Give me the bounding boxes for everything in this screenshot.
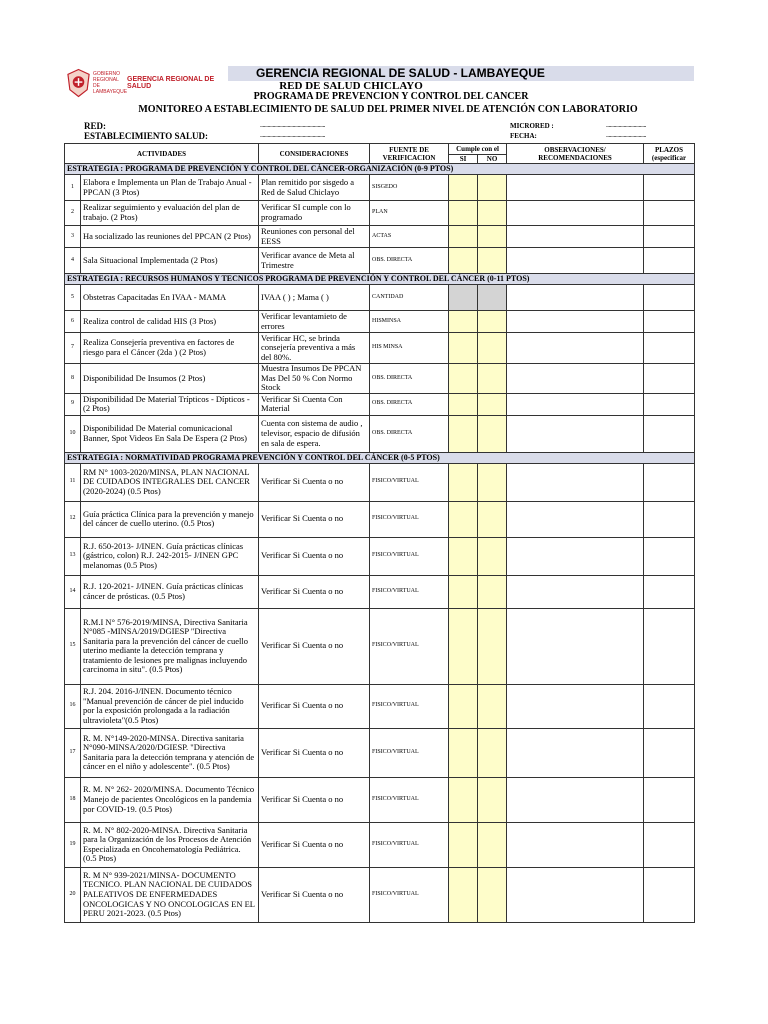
table-row — [65, 311, 695, 333]
no-checkbox-cell[interactable] — [478, 575, 507, 608]
si-checkbox-cell[interactable] — [449, 285, 478, 311]
activity-cell: R. M. N° 802-2020-MINSA. Directiva Sanitaria para la Organización de los Procesos de Atención Especializada en Oncohematología Pediátrica. (0.5 Ptos) — [81, 822, 259, 867]
activity-cell: R. M. N° 262- 2020/MINSA. Documento Técnico Manejo de pacientes Oncológicos en la pandemia por COVID-19. (0.5 Ptos) — [81, 777, 259, 822]
verification-source-cell: FISICO/VIRTUAL — [370, 822, 449, 867]
row-number: 20 — [65, 867, 81, 922]
verification-source-cell: HISMINSA — [370, 311, 449, 333]
deadline-cell[interactable] — [644, 608, 695, 684]
red-field[interactable]: .................................................... — [260, 121, 325, 129]
header-observaciones: OBSERVACIONES/ RECOMENDACIONES — [507, 144, 644, 164]
observations-cell[interactable] — [507, 226, 644, 248]
consideration-cell: Verificar Si Cuenta o no — [259, 822, 370, 867]
verification-source-cell: PLAN — [370, 201, 449, 226]
verification-source-cell: CANTIDAD — [370, 285, 449, 311]
deadline-cell[interactable] — [644, 393, 695, 415]
no-checkbox-cell[interactable] — [478, 608, 507, 684]
deadline-cell[interactable] — [644, 822, 695, 867]
row-number: 5 — [65, 285, 81, 311]
gerencia-logo — [66, 66, 236, 100]
consideration-cell: Verificar Si Cuenta o no — [259, 463, 370, 501]
consideration-cell: Verificar SI cumple con lo programado — [259, 201, 370, 226]
no-checkbox-cell[interactable] — [478, 333, 507, 364]
strategy-row — [65, 164, 695, 175]
consideration-cell: Verificar HC, se brinda consejería preventiva a más del 80%. — [259, 333, 370, 364]
si-checkbox-cell[interactable] — [449, 393, 478, 415]
si-checkbox-cell[interactable] — [449, 822, 478, 867]
row-number: 7 — [65, 333, 81, 364]
si-checkbox-cell[interactable] — [449, 575, 478, 608]
page-title: GERENCIA REGIONAL DE SALUD - LAMBAYEQUE — [228, 66, 694, 81]
strategy-row — [65, 274, 695, 285]
verification-source-cell: FISICO/VIRTUAL — [370, 867, 449, 922]
deadline-cell[interactable] — [644, 248, 695, 274]
row-number: 13 — [65, 537, 81, 575]
consideration-cell: Verificar Si Cuenta o no — [259, 537, 370, 575]
deadline-cell[interactable] — [644, 226, 695, 248]
table-row — [65, 684, 695, 728]
no-checkbox-cell[interactable] — [478, 463, 507, 501]
deadline-cell[interactable] — [644, 728, 695, 777]
si-checkbox-cell[interactable] — [449, 175, 478, 201]
verification-source-cell: FISICO/VIRTUAL — [370, 684, 449, 728]
header-actividades: ACTIVIDADES — [65, 144, 259, 164]
verification-source-cell: FISICO/VIRTUAL — [370, 463, 449, 501]
row-number: 1 — [65, 175, 81, 201]
consideration-cell: Cuenta con sistema de audio , televisor, espacio de difusión en sala de espera. — [259, 415, 370, 452]
observations-cell[interactable] — [507, 393, 644, 415]
si-checkbox-cell[interactable] — [449, 415, 478, 452]
consideration-cell: Verificar Si Cuenta o no — [259, 608, 370, 684]
table-header-row — [65, 144, 695, 155]
observations-cell[interactable] — [507, 175, 644, 201]
table-row — [65, 333, 695, 364]
deadline-cell[interactable] — [644, 575, 695, 608]
consideration-cell: Muestra Insumos De PPCAN Mas Del 50 % Con Normo Stock — [259, 364, 370, 394]
deadline-cell[interactable] — [644, 364, 695, 394]
observations-cell[interactable] — [507, 608, 644, 684]
no-checkbox-cell[interactable] — [478, 285, 507, 311]
page-subtitle: RED DE SALUD CHICLAYO — [279, 80, 423, 92]
row-number: 2 — [65, 201, 81, 226]
row-number: 14 — [65, 575, 81, 608]
observations-cell[interactable] — [507, 333, 644, 364]
deadline-cell[interactable] — [644, 777, 695, 822]
observations-cell[interactable] — [507, 248, 644, 274]
verification-source-cell: FISICO/VIRTUAL — [370, 777, 449, 822]
strategy-title: ESTRATEGIA : NORMATIVIDAD PROGRAMA PREVENCIÓN Y CONTROL DEL CÁNCER (0-5 PTOS) — [65, 452, 695, 463]
si-checkbox-cell[interactable] — [449, 364, 478, 394]
table-row — [65, 537, 695, 575]
table-row — [65, 201, 695, 226]
strategy-row — [65, 452, 695, 463]
row-number: 4 — [65, 248, 81, 274]
verification-source-cell: OBS. DIRECTA — [370, 248, 449, 274]
observations-cell[interactable] — [507, 867, 644, 922]
no-checkbox-cell[interactable] — [478, 501, 507, 537]
table-row — [65, 777, 695, 822]
si-checkbox-cell[interactable] — [449, 537, 478, 575]
row-number: 8 — [65, 364, 81, 394]
deadline-cell[interactable] — [644, 285, 695, 311]
deadline-cell[interactable] — [644, 463, 695, 501]
row-number: 6 — [65, 311, 81, 333]
observations-cell[interactable] — [507, 415, 644, 452]
no-checkbox-cell[interactable] — [478, 684, 507, 728]
activity-cell: Disponibilidad De Insumos (2 Ptos) — [81, 364, 259, 394]
verification-source-cell: FISICO/VIRTUAL — [370, 608, 449, 684]
observations-cell[interactable] — [507, 501, 644, 537]
header-si: SI — [449, 155, 478, 164]
si-checkbox-cell[interactable] — [449, 201, 478, 226]
verification-source-cell: SISGEDO — [370, 175, 449, 201]
si-checkbox-cell[interactable] — [449, 463, 478, 501]
activity-cell: R.M.I N° 576-2019/MINSA, Directiva Sanitaria N°085 -MINSA/2019/DGIESP "Directiva Sanitaria para la prevención del cáncer de cuello uterino mediante la detección temprana y tratamiento de lesiones pre malignas incluyendo carcinoma in situ". (0.5 Ptos) — [81, 608, 259, 684]
verification-source-cell: HIS MINSA — [370, 333, 449, 364]
observations-cell[interactable] — [507, 822, 644, 867]
consideration-cell: Verificar Si Cuenta o no — [259, 501, 370, 537]
no-checkbox-cell[interactable] — [478, 201, 507, 226]
activity-cell: R. M N° 939-2021/MINSA- DOCUMENTO TECNICO. PLAN NACIONAL DE CUIDADOS PALEATIVOS DE ENFERMEDADES ONCOLOGICAS Y NO ONCOLOGICAS EN EL PERU 2021-2023. (0.5 Ptos) — [81, 867, 259, 922]
consideration-cell: Reuniones con personal del EESS — [259, 226, 370, 248]
si-checkbox-cell[interactable] — [449, 501, 478, 537]
verification-source-cell: FISICO/VIRTUAL — [370, 537, 449, 575]
observations-cell[interactable] — [507, 463, 644, 501]
activity-cell: R.J. 120-2021- J/INEN. Guía prácticas clínicas cáncer de prósticas. (0.5 Ptos) — [81, 575, 259, 608]
verification-source-cell: FISICO/VIRTUAL — [370, 575, 449, 608]
si-checkbox-cell[interactable] — [449, 226, 478, 248]
activity-cell: Obstetras Capacitadas En IVAA - MAMA — [81, 285, 259, 311]
table-row — [65, 364, 695, 394]
verification-source-cell: OBS. DIRECTA — [370, 393, 449, 415]
observations-cell[interactable] — [507, 684, 644, 728]
no-checkbox-cell[interactable] — [478, 728, 507, 777]
regional-emblem-icon — [66, 68, 91, 98]
red-label: RED: — [84, 121, 106, 131]
deadline-cell[interactable] — [644, 311, 695, 333]
header-no: NO — [478, 155, 507, 164]
si-checkbox-cell[interactable] — [449, 867, 478, 922]
consideration-cell: Verificar Si Cuenta o no — [259, 684, 370, 728]
verification-source-cell: ACTAS — [370, 226, 449, 248]
strategy-title: ESTRATEGIA : RECURSOS HUMANOS Y TECNICOS PROGRAMA DE PREVENCIÓN Y CONTROL DEL CÁNCER (0-11 PTOS) — [65, 274, 695, 285]
no-checkbox-cell[interactable] — [478, 822, 507, 867]
observations-cell[interactable] — [507, 364, 644, 394]
deadline-cell[interactable] — [644, 415, 695, 452]
si-checkbox-cell[interactable] — [449, 608, 478, 684]
deadline-cell[interactable] — [644, 537, 695, 575]
consideration-cell: Verificar Si Cuenta o no — [259, 777, 370, 822]
microred-field[interactable]: ................................ — [606, 121, 646, 129]
consideration-cell: Verificar levantamieto de errores — [259, 311, 370, 333]
row-number: 18 — [65, 777, 81, 822]
no-checkbox-cell[interactable] — [478, 415, 507, 452]
monitoring-title: MONITOREO A ESTABLECIMIENTO DE SALUD DEL PRIMER NIVEL DE ATENCIÓN CON LABORATORIO — [138, 104, 638, 115]
table-row — [65, 463, 695, 501]
table-row — [65, 393, 695, 415]
no-checkbox-cell[interactable] — [478, 537, 507, 575]
si-checkbox-cell[interactable] — [449, 777, 478, 822]
row-number: 12 — [65, 501, 81, 537]
table-row — [65, 867, 695, 922]
header-consideraciones: CONSIDERACIONES — [259, 144, 370, 164]
row-number: 19 — [65, 822, 81, 867]
observations-cell[interactable] — [507, 311, 644, 333]
header-plazos: PLAZOS (especificar — [644, 144, 695, 164]
logo-big-text: GERENCIA REGIONAL DE SALUD — [127, 76, 215, 90]
activity-cell: Realizar seguimiento y evaluación del plan de trabajo. (2 Ptos) — [81, 201, 259, 226]
consideration-cell: Verificar avance de Meta al Trimestre — [259, 248, 370, 274]
monitoring-table — [64, 143, 695, 923]
deadline-cell[interactable] — [644, 175, 695, 201]
verification-source-cell: OBS. DIRECTA — [370, 415, 449, 452]
establecimiento-field[interactable]: .................................................... — [260, 131, 325, 139]
si-checkbox-cell[interactable] — [449, 333, 478, 364]
header-fuente: FUENTE DE VERIFICACION — [370, 144, 449, 164]
program-title: PROGRAMA DE PREVENCION Y CONTROL DEL CANCER — [253, 91, 529, 102]
no-checkbox-cell[interactable] — [478, 777, 507, 822]
observations-cell[interactable] — [507, 777, 644, 822]
table-row — [65, 226, 695, 248]
table-row — [65, 728, 695, 777]
consideration-cell: Verificar Si Cuenta o no — [259, 575, 370, 608]
activity-cell: R.J. 204. 2016-J/INEN. Documento técnico "Manual prevención de cáncer de piel inducido por la exposición prolongada a la radiación ultravioleta"(0.5 Ptos) — [81, 684, 259, 728]
row-number: 3 — [65, 226, 81, 248]
establecimiento-label: ESTABLECIMIENTO SALUD: — [84, 131, 208, 141]
no-checkbox-cell[interactable] — [478, 393, 507, 415]
no-checkbox-cell[interactable] — [478, 311, 507, 333]
table-row — [65, 501, 695, 537]
observations-cell[interactable] — [507, 285, 644, 311]
no-checkbox-cell[interactable] — [478, 175, 507, 201]
deadline-cell[interactable] — [644, 684, 695, 728]
activity-cell: R.J. 650-2013- J/INEN. Guía prácticas clínicas (gástrico, colon) R.J. 242-2015- J/INEN GPC melanomas (0.5 Ptos) — [81, 537, 259, 575]
row-number: 11 — [65, 463, 81, 501]
no-checkbox-cell[interactable] — [478, 248, 507, 274]
row-number: 15 — [65, 608, 81, 684]
table-row — [65, 248, 695, 274]
activity-cell: R. M. N°149-2020-MINSA. Directiva sanitaria N°090-MINSA/2020/DGIESP. "Directiva Sanitaria para la detección temprana y atención de cáncer en el niño y adolescente". (0.5 Ptos) — [81, 728, 259, 777]
observations-cell[interactable] — [507, 575, 644, 608]
verification-source-cell: OBS. DIRECTA — [370, 364, 449, 394]
si-checkbox-cell[interactable] — [449, 684, 478, 728]
activity-cell: Guía práctica Clínica para la prevención y manejo del cáncer de cuello uterino. (0.5 Ptos) — [81, 501, 259, 537]
header-cumple: Cumple con el — [449, 144, 507, 155]
verification-source-cell: FISICO/VIRTUAL — [370, 728, 449, 777]
microred-label: MICRORED : — [510, 122, 554, 130]
si-checkbox-cell[interactable] — [449, 311, 478, 333]
observations-cell[interactable] — [507, 201, 644, 226]
deadline-cell[interactable] — [644, 867, 695, 922]
activity-cell: Ha socializado las reuniones del PPCAN (2 Ptos) — [81, 226, 259, 248]
consideration-cell: Verificar Si Cuenta o no — [259, 728, 370, 777]
table-row — [65, 175, 695, 201]
table-row — [65, 285, 695, 311]
si-checkbox-cell[interactable] — [449, 248, 478, 274]
verification-source-cell: FISICO/VIRTUAL — [370, 501, 449, 537]
row-number: 16 — [65, 684, 81, 728]
no-checkbox-cell[interactable] — [478, 226, 507, 248]
consideration-cell: IVAA ( ) ; Mama ( ) — [259, 285, 370, 311]
consideration-cell: Verificar Si Cuenta Con Material — [259, 393, 370, 415]
observations-cell[interactable] — [507, 537, 644, 575]
activity-cell: Realiza Consejería preventiva en factores de riesgo para el Cáncer (2da ) (2 Ptos) — [81, 333, 259, 364]
row-number: 17 — [65, 728, 81, 777]
fecha-field[interactable]: ................................ — [606, 131, 646, 139]
no-checkbox-cell[interactable] — [478, 867, 507, 922]
table-row — [65, 575, 695, 608]
fecha-label: FECHA: — [510, 132, 537, 140]
table-row — [65, 822, 695, 867]
row-number: 9 — [65, 393, 81, 415]
observations-cell[interactable] — [507, 728, 644, 777]
consideration-cell: Plan remitido por sisgedo a Red de Salud Chiclayo — [259, 175, 370, 201]
row-number: 10 — [65, 415, 81, 452]
table-row — [65, 608, 695, 684]
deadline-cell[interactable] — [644, 501, 695, 537]
activity-cell: Disponibilidad De Material Trípticos - Dípticos - (2 Ptos) — [81, 393, 259, 415]
strategy-title: ESTRATEGIA : PROGRAMA DE PREVENCIÓN Y CONTROL DEL CÁNCER-ORGANIZACIÓN (0-9 PTOS) — [65, 164, 695, 175]
table-row — [65, 415, 695, 452]
activity-cell: Elabora e Implementa un Plan de Trabajo Anual - PPCAN (3 Ptos) — [81, 175, 259, 201]
activity-cell: Realiza control de calidad HIS (3 Ptos) — [81, 311, 259, 333]
no-checkbox-cell[interactable] — [478, 364, 507, 394]
activity-cell: Disponibilidad De Material comunicacional Banner, Spot Videos En Sala De Espera (2 Ptos) — [81, 415, 259, 452]
activity-cell: Sala Situacional Implementada (2 Ptos) — [81, 248, 259, 274]
consideration-cell: Verificar Si Cuenta o no — [259, 867, 370, 922]
si-checkbox-cell[interactable] — [449, 728, 478, 777]
logo-small-text: GOBIERNO REGIONAL DE LAMBAYEQUE — [93, 71, 128, 95]
activity-cell: RM N° 1003-2020/MINSA, PLAN NACIONAL DE CUIDADOS INTEGRALES DEL CANCER (2020-2024) (0.5 Ptos) — [81, 463, 259, 501]
deadline-cell[interactable] — [644, 333, 695, 364]
deadline-cell[interactable] — [644, 201, 695, 226]
